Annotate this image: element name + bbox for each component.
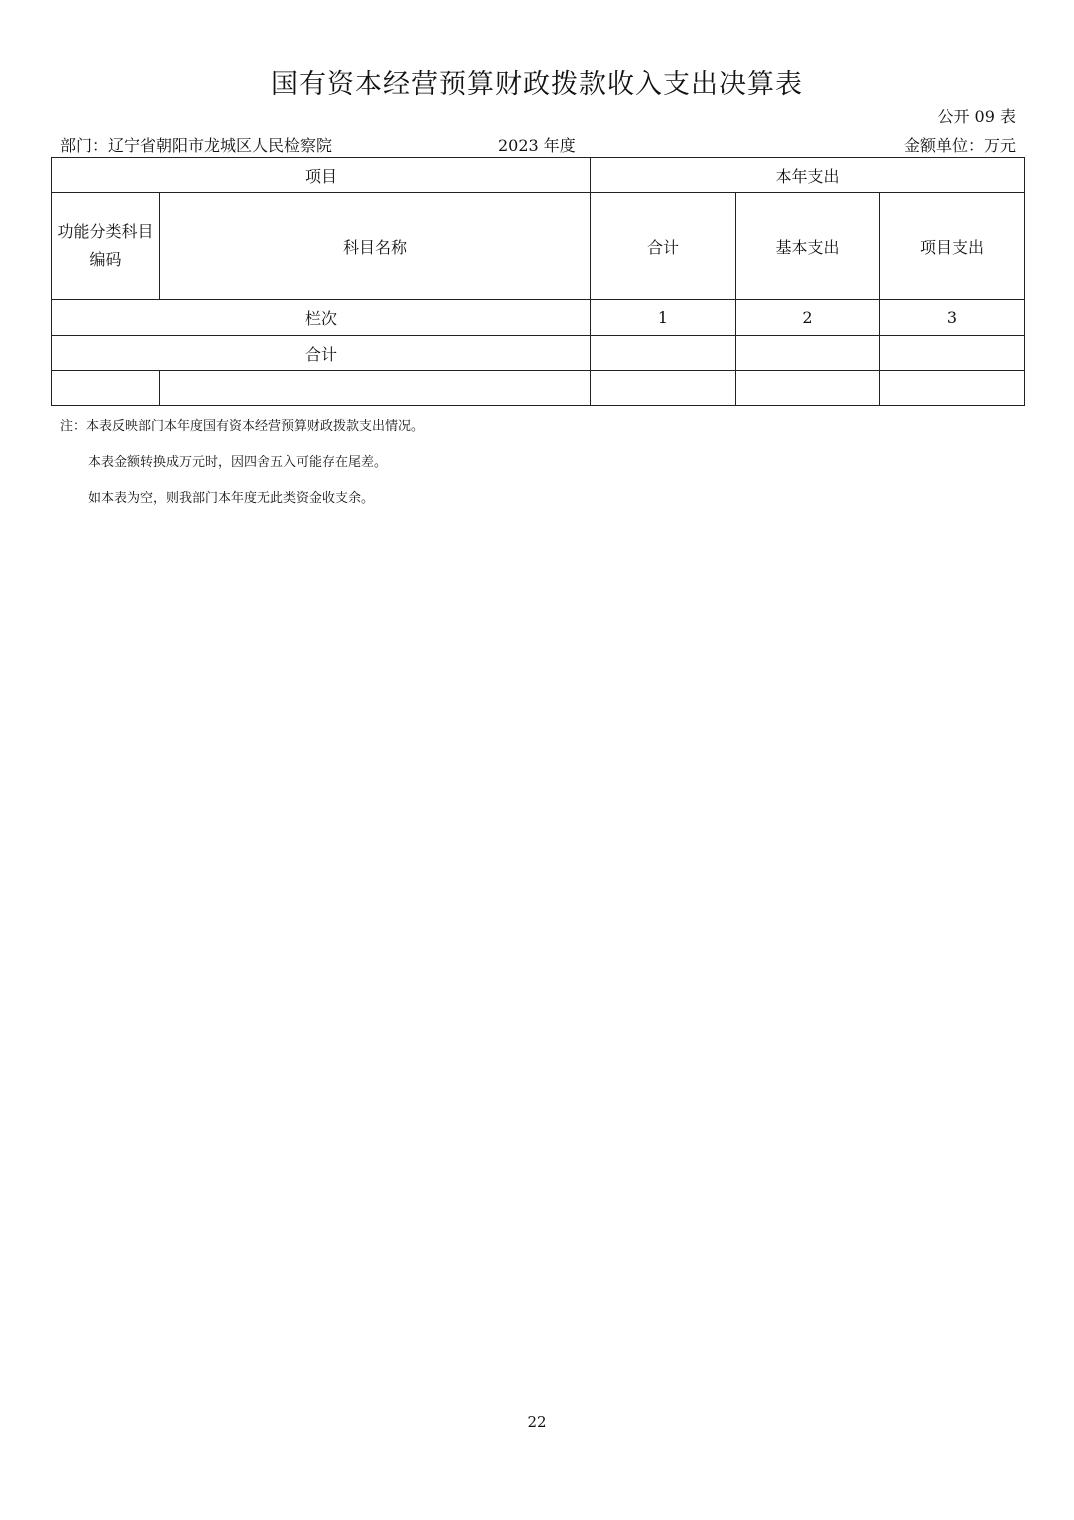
table-subheader-row bbox=[52, 193, 1025, 300]
header-subject: 科目名称 bbox=[160, 193, 591, 300]
empty-cell-3 bbox=[880, 371, 1025, 406]
empty-code-cell bbox=[52, 371, 160, 406]
empty-cell-1 bbox=[591, 371, 736, 406]
empty-subject-cell bbox=[160, 371, 591, 406]
column-number-1: 1 bbox=[591, 300, 736, 336]
header-current-year: 本年支出 bbox=[591, 158, 1025, 193]
note-line: 本表金额转换成万元时，因四舍五入可能存在尾差。 bbox=[88, 455, 388, 470]
amount-unit: 金额单位：万元 bbox=[903, 136, 1016, 155]
table-notes bbox=[60, 418, 424, 526]
column-number-label: 栏次 bbox=[52, 300, 591, 336]
header-code: 功能分类科目编码 bbox=[52, 193, 160, 300]
page-number: 22 bbox=[527, 1413, 547, 1431]
note-line: 如本表为空，则我部门本年度无此类资金收支余。 bbox=[88, 491, 375, 506]
table-header-row bbox=[52, 158, 1025, 193]
header-project-expense: 项目支出 bbox=[880, 193, 1025, 300]
total-row-label: 合计 bbox=[52, 336, 591, 371]
total-cell-2 bbox=[736, 336, 880, 371]
total-cell-3 bbox=[880, 336, 1025, 371]
column-number-row bbox=[52, 300, 1025, 336]
page-title: 国有资本经营预算财政拨款收入支出决算表 bbox=[271, 69, 803, 100]
header-project: 项目 bbox=[52, 158, 591, 193]
department-label: 部门：辽宁省朝阳市龙城区人民检察院 bbox=[60, 136, 333, 155]
note-line: 注：本表反映部门本年度国有资本经营预算财政拨款支出情况。 bbox=[60, 419, 425, 434]
total-cell-1 bbox=[591, 336, 736, 371]
table-row bbox=[52, 371, 1025, 406]
budget-table bbox=[51, 157, 1025, 406]
header-total: 合计 bbox=[591, 193, 736, 300]
total-row bbox=[52, 336, 1025, 371]
header-basic: 基本支出 bbox=[736, 193, 880, 300]
column-number-3: 3 bbox=[880, 300, 1025, 336]
column-number-2: 2 bbox=[736, 300, 880, 336]
empty-cell-2 bbox=[736, 371, 880, 406]
fiscal-year: 2023 年度 bbox=[498, 136, 576, 155]
form-number: 公开 09 表 bbox=[937, 107, 1016, 126]
